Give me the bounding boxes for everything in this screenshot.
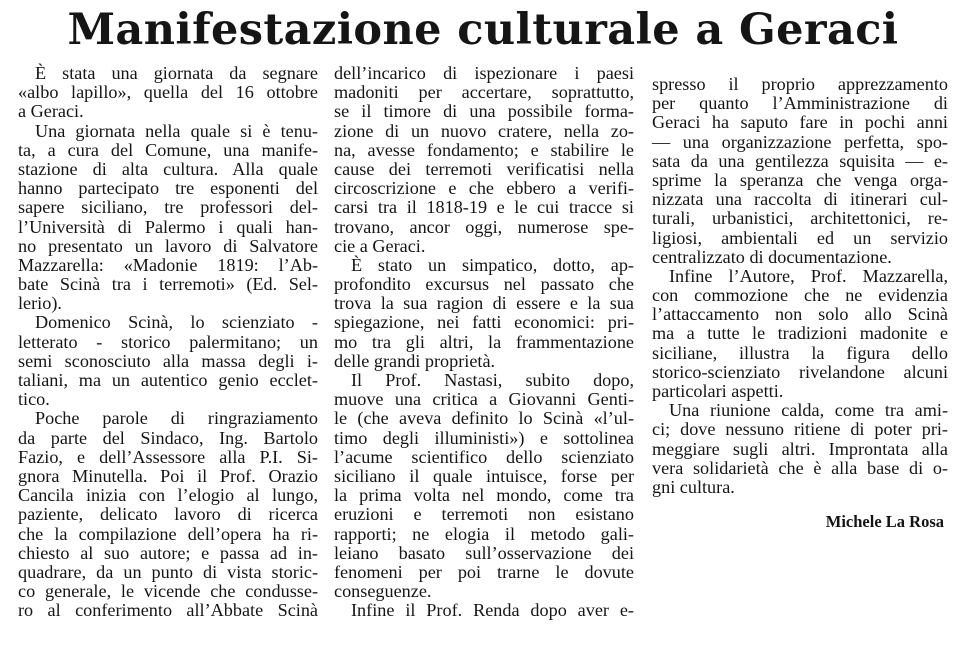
text-line: gnora Minutella. Poi il Prof. Orazio — [18, 465, 318, 486]
text-line: le (che aveva definito lo Scinà «l’ul- — [334, 408, 634, 429]
text-line: Domenico Scinà, lo scienziato - — [35, 312, 318, 333]
text-line: se il timore di una possibile forma- — [334, 101, 634, 122]
text-line: co generale, le vicende che condusse- — [18, 581, 318, 602]
text-line: hanno partecipato tre esponenti del — [18, 178, 318, 199]
text-line: letterato - storico palermitano; un — [18, 331, 318, 352]
text-line: Infine il Prof. Renda dopo aver e- — [351, 600, 634, 621]
text-line: Infine l’Autore, Prof. Mazzarella, — [669, 265, 948, 286]
text-line: cause dei terremoti verificatisi nella — [334, 158, 634, 179]
text-line: eruzioni e terremoti non esistano — [334, 504, 634, 525]
text-line: siciliane, illustra la figura dello — [652, 342, 948, 363]
article-headline: Manifestazione culturale a Geraci — [67, 5, 899, 55]
author-signature: Michele La Rosa — [825, 512, 944, 531]
text-line: ligiosi, ambientali ed un servizio — [652, 227, 948, 248]
text-line: da parte del Sindaco, Ing. Bartolo — [18, 427, 318, 448]
article-column-2 — [334, 64, 634, 620]
text-line: dell’incarico di ispezionare i paesi — [334, 63, 634, 83]
text-line: particolari aspetti. — [652, 381, 784, 401]
text-line: l’attaccamento non solo allo Scinà — [652, 304, 948, 325]
text-line: bate Scinà tra i terremoti» (Ed. Sel- — [18, 274, 318, 295]
text-line: Una giornata nella quale si è tenu- — [35, 120, 318, 141]
text-line: la prima volta nel mondo, come tra — [334, 485, 634, 506]
text-line: ro al conferimento all’Abbate Scinà — [18, 600, 318, 621]
text-line: delle grandi proprietà. — [334, 350, 496, 371]
text-line: Il Prof. Nastasi, subito dopo, — [351, 370, 634, 390]
text-line: tico. — [18, 389, 50, 410]
text-line: Mazzarella: «Madonie 1819: l’Ab- — [18, 254, 318, 275]
text-line: trovano, ancor oggi, numerose spe- — [334, 216, 634, 237]
text-line: vera solidarietà che è alla base di o- — [652, 457, 948, 478]
text-line: sprime la speranza che venga orga- — [652, 169, 948, 190]
text-line: taliani, ma un autentico genio ecclet- — [18, 370, 318, 390]
text-line: l’Università di Palermo i quali han- — [18, 216, 318, 237]
text-line: che la compilazione dell’opera ha ri- — [18, 523, 318, 544]
text-line: sapere siciliano, tre professori del- — [18, 197, 318, 218]
text-line: centralizzato di documentazione. — [652, 246, 892, 267]
text-line: fenomeni per poi trarne le dovute — [334, 561, 634, 582]
text-line: a Geraci. — [18, 101, 84, 122]
text-line: stazione di alta cultura. Alla quale — [18, 158, 318, 179]
text-line: Fazio, e dell’Assessore alla P.I. Si- — [18, 446, 318, 467]
text-line: l’acume scientifico dello scienziato — [334, 446, 634, 467]
text-line: È stato un simpatico, dotto, ap- — [351, 254, 634, 275]
text-line: semi sconosciuto alla massa degli i- — [18, 350, 318, 371]
text-line: turali, urbanistici, architettonici, re- — [652, 208, 948, 229]
text-line: madoniti per accertare, soprattutto, — [334, 82, 634, 103]
text-line: circoscrizione e che ebbero a verifi- — [334, 178, 634, 199]
text-line: ta, a cura del Comune, una manife- — [18, 139, 318, 160]
text-line: È stata una giornata da segnare — [35, 63, 318, 83]
article-column-1 — [18, 64, 318, 620]
text-line: per quanto l’Amministrazione di — [652, 93, 948, 114]
text-line: rapporti; ne elogia il metodo gali- — [334, 523, 634, 544]
text-line: storico-scienziato rivelandone alcuni — [652, 361, 948, 382]
text-line: spiegazione, nei fatti economici: pri- — [334, 312, 634, 333]
text-line: lerio). — [18, 293, 62, 314]
text-line: conseguenze. — [334, 581, 432, 602]
text-line: cie a Geraci. — [334, 235, 426, 256]
text-line: ci; dove nessuno ritiene di poter pri- — [652, 419, 948, 440]
text-line: mo tra gli altri, la frammentazione — [334, 331, 634, 352]
text-line: «albo lapillo», quella del 16 ottobre — [18, 82, 318, 103]
text-line: timo degli illuministi») e sottolinea — [334, 427, 634, 448]
text-line: ma a tutte le tradizioni madonite e — [652, 323, 948, 344]
text-line: spresso il proprio apprezzamento — [652, 74, 948, 94]
text-line: nizzata una raccolta di itinerari cul- — [652, 189, 948, 210]
text-line: Poche parole di ringraziamento — [35, 408, 318, 429]
text-line: gni cultura. — [652, 476, 735, 497]
text-line: muove una critica a Giovanni Genti- — [334, 389, 634, 410]
text-line: chiesto al suo autore; e passa ad in- — [18, 542, 318, 563]
text-line: trova la sua ragion di essere e la sua — [334, 293, 634, 314]
text-line: no presentato un lavoro di Salvatore — [18, 235, 318, 256]
text-line: meggiare sugli altri. Improntata alla — [652, 438, 948, 459]
text-line: Una riunione calda, come tra ami- — [669, 400, 948, 421]
text-line: carsi tra il 1818-19 e le cui tracce si — [334, 197, 634, 218]
text-line: Cancila inizia con l’elogio al lungo, — [18, 485, 318, 506]
text-line: — una organizzazione perfetta, spo- — [652, 131, 948, 152]
text-line: sata da una gentilezza squisita — e- — [652, 150, 948, 171]
text-line: Geraci ha saputo fare in pochi anni — [652, 112, 948, 133]
text-line: profondito excursus nel passato che — [334, 274, 634, 295]
article-column-3 — [652, 75, 948, 497]
text-line: quadrare, da un punto di vista storic- — [18, 561, 318, 582]
text-line: paziente, delicato lavoro di ricerca — [18, 504, 318, 525]
text-line: siciliano il quale intuisce, forse per — [334, 465, 634, 486]
text-line: leiano basato sull’osservazione dei — [334, 542, 634, 563]
text-line: na, avesse fondamento; e stabilire le — [334, 139, 634, 160]
text-line: con commozione che ne evidenzia — [652, 285, 948, 306]
text-line: zione di un nuovo cratere, nella zo- — [334, 120, 634, 141]
